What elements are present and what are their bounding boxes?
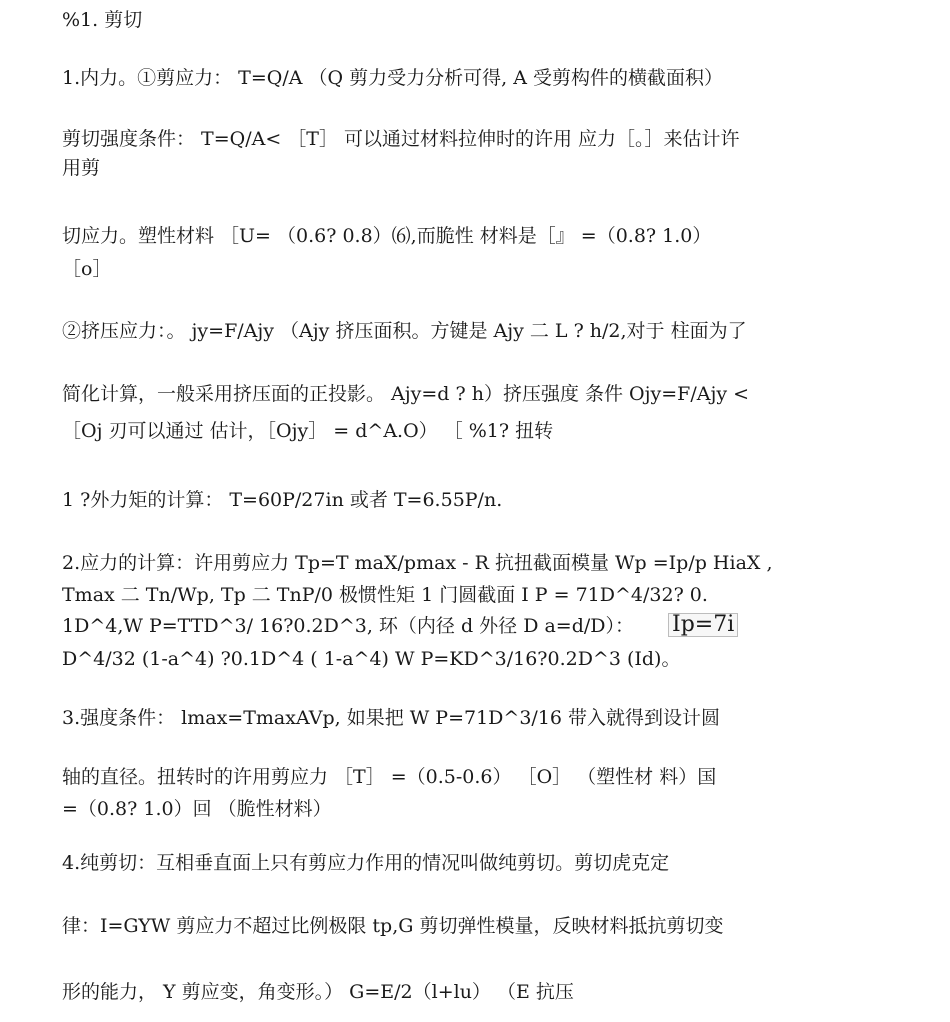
text-line: 切应力。塑性材料 ［U= （0.6? 0.8）⑹,而脆性 材料是［』 =（0.8? 1.0） bbox=[62, 225, 712, 247]
text-line: 2.应力的计算：许用剪应力 Tp=T maX/pmax - R 抗扭截面模量 Wp =Ip/p HiaX , bbox=[62, 552, 773, 574]
text-line: D^4/32 (1-a^4) ?0.1D^4 ( 1-a^4) W P=KD^3/16?0.2D^3 (Id)。 bbox=[62, 648, 681, 670]
text-line: 剪切强度条件： T=Q/A< ［T］ 可以通过材料拉伸时的许用 应力［。］来估计许 bbox=[62, 128, 740, 150]
text-line: 1 ?外力矩的计算： T=60P/27in 或者 T=6.55P/n. bbox=[62, 489, 503, 511]
text-line: 4.纯剪切：互相垂直面上只有剪应力作用的情况叫做纯剪切。剪切虎克定 bbox=[62, 852, 670, 874]
text-line: 3.强度条件： lmax=TmaxAVp, 如果把 W P=71D^3/16 带入就得到设计圆 bbox=[62, 707, 721, 729]
section-heading-shear: %1. 剪切 bbox=[62, 9, 143, 31]
text-line: 1.内力。①剪应力： T=Q/A （Q 剪力受力分析可得, A 受剪构件的横截面积） bbox=[62, 67, 723, 89]
text-line: 轴的直径。扭转时的许用剪应力 ［T］ =（0.5-0.6） ［O］ （塑性材 料）国 bbox=[62, 766, 717, 788]
text-line: Tmax 二 Tn/Wp, Tp 二 TnP/0 极惯性矩 1 门圆截面 I P = 71D^4/32? 0. bbox=[62, 584, 708, 606]
formula-image-text: Ip=7i bbox=[668, 613, 738, 637]
text-line: ［Oj 刃可以通过 估计，［Ojy］ = d^A.O） ［ %1? 扭转 bbox=[62, 420, 554, 442]
text-line: =（0.8? 1.0）回 （脆性材料） bbox=[62, 798, 332, 820]
text-line: 用剪 bbox=[62, 157, 101, 179]
text-line: ［o］ bbox=[62, 258, 112, 280]
text-line: ②挤压应力：。 jy=F/Ajy （Ajy 挤压面积。方键是 Ajy 二 L ? h/2,对于 柱面为了 bbox=[62, 320, 747, 342]
text-line: 形的能力， Y 剪应变，角变形。） G=E/2（l+lu） （E 抗压 bbox=[62, 981, 574, 1003]
text-line: 简化计算，一般采用挤压面的正投影。 Ajy=d ? h）挤压强度 条件 Ojy=F/Ajy < bbox=[62, 383, 750, 405]
formula-image-container bbox=[668, 612, 738, 637]
text-line: 律：I=GYW 剪应力不超过比例极限 tp,G 剪切弹性模量，反映材料抵抗剪切变 bbox=[62, 915, 724, 937]
text-line: 1D^4,W P=TTD^3/ 16?0.2D^3, 环（内径 d 外径 D a=d/D）： bbox=[62, 615, 635, 637]
